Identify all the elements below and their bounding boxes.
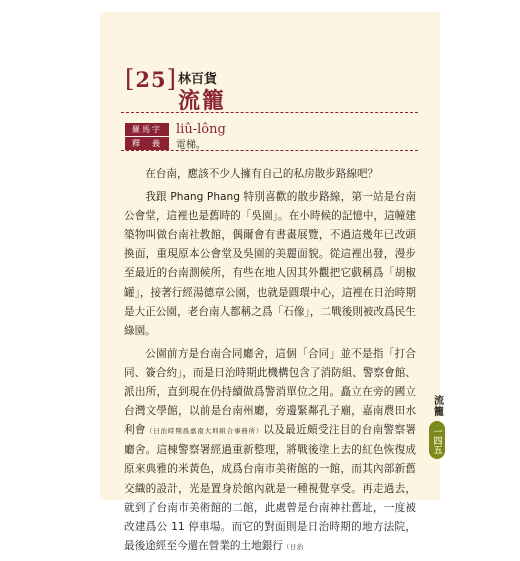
paragraph-3-part-a: 公園前方是台南合同廳舍，這個「合同」並不是指「打合同、簽合約」，而是日治時期此機構包含了消防組、警察會館、派出所，直到現在仍持續做爲警消單位之用。矗立在旁的國立台灣文學館，以前是台南州廳，旁邊緊鄰孔子廟，嘉南農田水利會 — [124, 347, 416, 437]
entry-number: [25] — [125, 65, 177, 93]
entry-category: 林百貨 — [178, 72, 218, 87]
article-body — [124, 165, 416, 561]
paragraph-2: 我跟 Phang Phang 特別喜歡的散步路線，第一站是台南公會堂，這裡也是舊時的「吳園」。在小時候的記憶中，這幢建築物叫做台南社教館，偶爾會有書畫展覽，不過這幾年已改頭換面，重現原本公會堂及吳園的美麗面貌。從這裡出發，漫步至最近的台南測候所，有些在地人因其外觀把它戲稱爲「胡椒罐」，接著行經湯德章公園，也就是圓環中心，這裡在日治時期是大正公園，老台南人都稱之爲「石像」，二戰後則被改爲民生綠園。 — [124, 191, 416, 337]
side-tab — [427, 395, 447, 459]
paragraph-3-part-b: 以及最近頗受注目的台南警察署廳舍。這棟警察署經過重新整理，將戰後塗上去的紅色恢復成原來典雅的米黃色，成爲台南市美術館的一館，而其內部新舊交織的設計，光是置身於館內就是一種視覺享受。再走過去，就到了台南市美術館的二館，此處曾是台南神社舊址，一度被改建爲公 11 停車場。而它的對面則是日治時期的地方法院，最後途經至今還在營業的土地銀行 — [124, 424, 417, 552]
paragraph-3 — [124, 345, 416, 557]
page-number-badge: 一四五 — [429, 421, 445, 459]
meaning-row — [125, 136, 206, 150]
header-divider — [121, 112, 418, 113]
romanization-value: liû-lông — [176, 121, 226, 137]
meaning-tag: 釋 義 — [125, 137, 169, 150]
paragraph-3-note: （日治時期爲嘉南大圳組合事務所） — [145, 427, 264, 436]
paragraph-1: 在台南，應該不少人擁有自己的私房散步路線吧？ — [145, 168, 379, 180]
info-divider — [121, 150, 418, 151]
entry-title: 流籠 — [178, 89, 227, 114]
side-tab-title: 流籠 — [431, 395, 443, 417]
romanization-row — [125, 122, 226, 136]
paragraph-3-tail: （日治 — [282, 542, 304, 551]
romanization-tag: 羅馬字 — [125, 123, 169, 136]
meaning-value: 電梯。 — [176, 139, 206, 151]
